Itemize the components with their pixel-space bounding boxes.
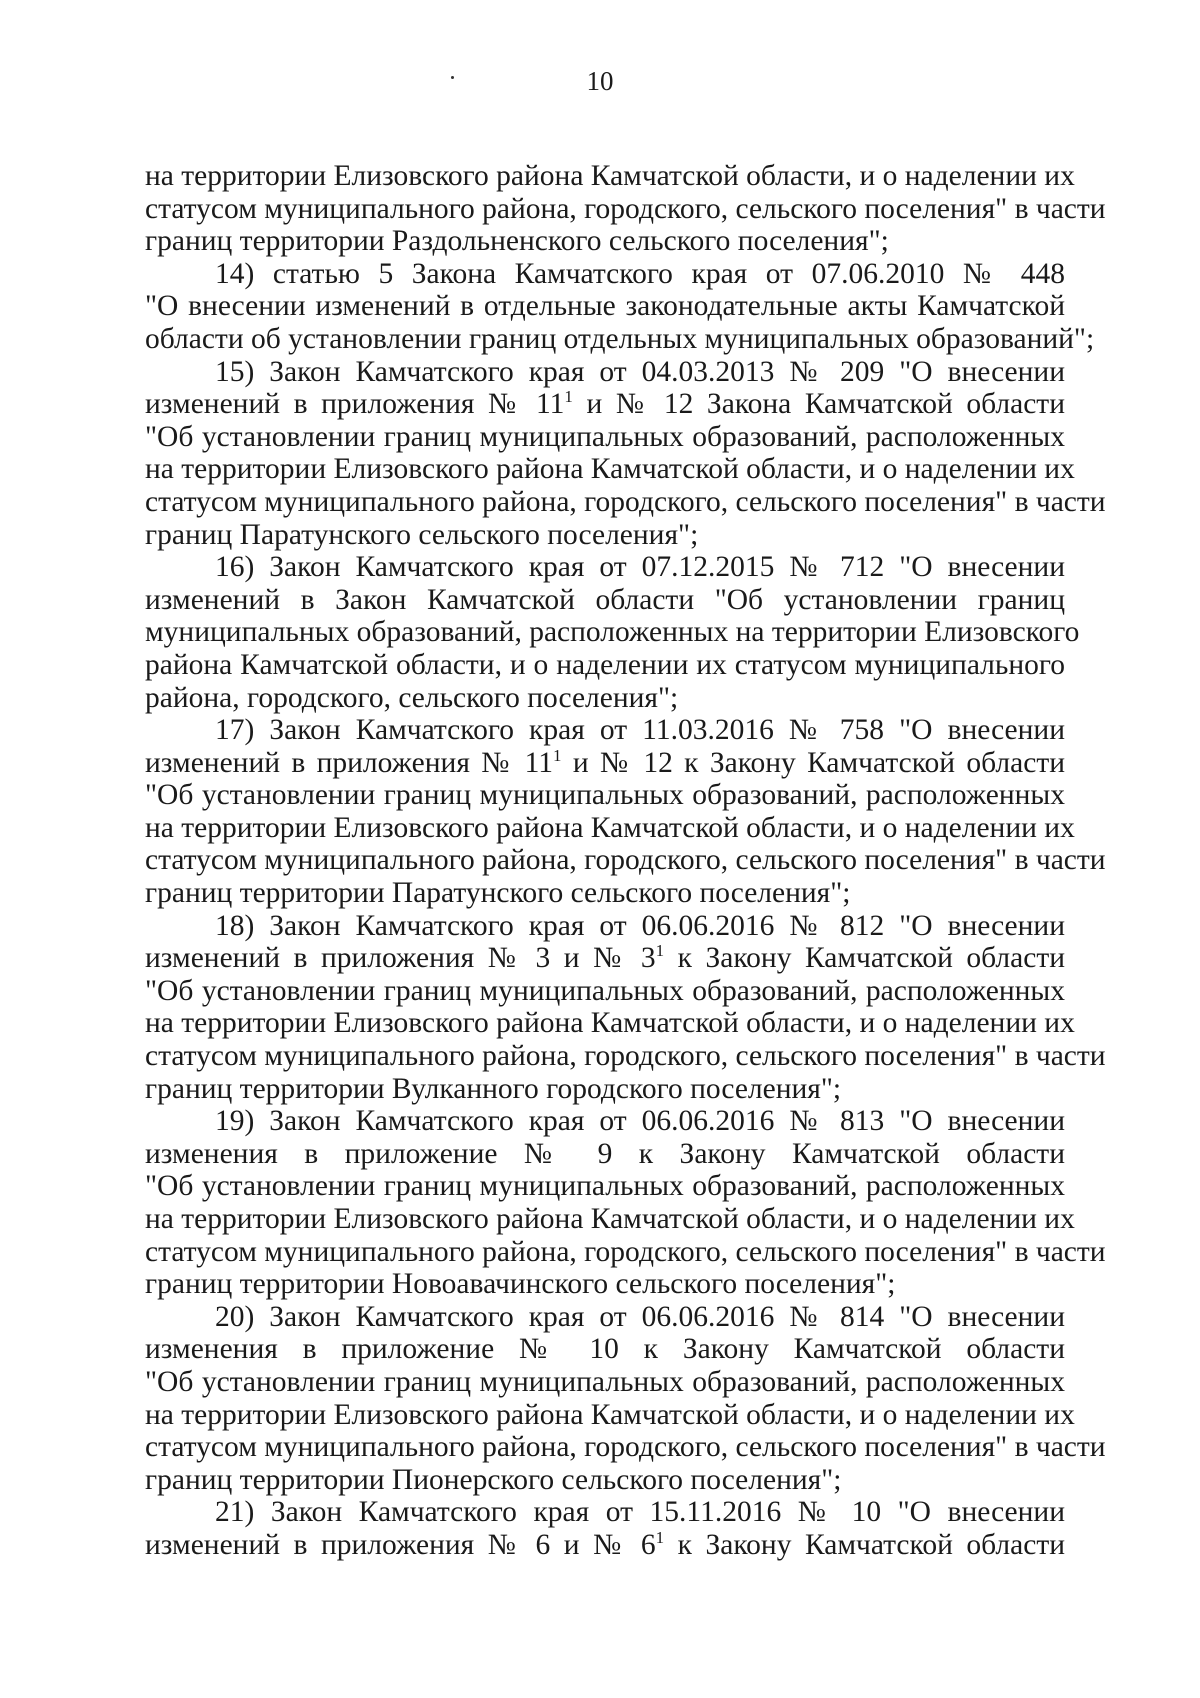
text-line (145, 160, 1075, 193)
text-line-content: 16) Закон Камчатского края от 07.12.2015 № 712 "О внесении (215, 551, 1065, 584)
text-line-content: на территории Елизовского района Камчатской области, и о наделении их (145, 1007, 1075, 1040)
text-line (145, 747, 1065, 780)
text-line-content: статусом муниципального района, городского, сельского поселения" в части (145, 485, 1106, 518)
text-line-content: 21) Закон Камчатского края от 15.11.2016 № 10 "О внесении (215, 1496, 1065, 1529)
text-line (145, 616, 1080, 649)
text-line (145, 453, 1075, 486)
text-line (145, 421, 1065, 454)
text-line-content: 15) Закон Камчатского края от 04.03.2013 № 209 "О внесении (215, 355, 1065, 388)
text-line (145, 519, 1065, 552)
text-line-tail: к Закону Камчатской области (664, 1528, 1065, 1561)
text-line-content: изменений в приложения № 6 и № 6 (145, 1528, 656, 1561)
text-line (145, 584, 1065, 617)
text-line (145, 910, 1065, 943)
text-line-content: на территории Елизовского района Камчатской области, и о наделении их (145, 811, 1075, 844)
text-line (145, 1366, 1065, 1399)
text-line-content: на территории Елизовского района Камчатской области, и о наделении их (145, 453, 1075, 486)
text-line (145, 322, 1095, 356)
text-line-content: на территории Елизовского района Камчатской области, и о наделении их (145, 1398, 1075, 1431)
text-line-content: границ территории Вулканного городского поселения"; (145, 1072, 842, 1105)
text-line-tail: и № 12 к Закону Камчатской области (561, 746, 1065, 779)
text-line (145, 779, 1065, 812)
text-line (145, 551, 1065, 584)
text-line-content: "О внесении изменений в отдельные законодательные акты Камчатской (145, 290, 1065, 323)
text-line-content: изменений в приложения № 3 и № 3 (145, 942, 656, 975)
text-line-content: района, городского, сельского поселения"; (145, 681, 679, 714)
text-line (145, 714, 1065, 747)
text-line (145, 877, 1065, 910)
text-line-content: изменений в приложения № 11 (145, 746, 554, 779)
text-line-content: границ территории Пионерского сельского поселения"; (145, 1463, 842, 1496)
text-line (145, 682, 1065, 715)
text-line-content: статусом муниципального района, городского, сельского поселения" в части (145, 1040, 1106, 1073)
text-line (145, 844, 1106, 877)
superscript: 1 (553, 745, 562, 765)
text-line (145, 1203, 1075, 1236)
text-line-content: области об установлении границ отдельных муниципальных образований"; (145, 322, 1095, 355)
text-line (145, 1040, 1106, 1073)
text-line-content: границ территории Паратунского сельского поселения"; (145, 877, 851, 910)
text-line-content: статусом муниципального района, городского, сельского поселения" в части (145, 1235, 1106, 1268)
text-line-content: "Об установлении границ муниципальных образований, расположенных (145, 974, 1065, 1007)
superscript: 1 (564, 387, 573, 407)
text-line (145, 811, 1075, 845)
text-line-content: изменения в приложение № 10 к Закону Камчатской области (145, 1333, 1065, 1366)
text-line-content: изменений в Закон Камчатской области "Об установлении границ (145, 583, 1065, 616)
text-line-content: статусом муниципального района, городского, сельского поселения" в части (145, 192, 1106, 225)
text-line (145, 1105, 1065, 1138)
text-line-content: 17) Закон Камчатского края от 11.03.2016 № 758 "О внесении (215, 714, 1065, 747)
text-line-tail: к Закону Камчатской области (664, 942, 1065, 975)
scan-speck (451, 76, 454, 79)
text-line (145, 485, 1106, 519)
text-line-content: "Об установлении границ муниципальных образований, расположенных (145, 1365, 1065, 1398)
text-line-content: на территории Елизовского района Камчатской области, и о наделении их (145, 160, 1075, 192)
text-line (145, 1170, 1065, 1203)
text-line (145, 1496, 1065, 1529)
superscript: 1 (655, 1527, 665, 1547)
text-line (145, 975, 1065, 1008)
text-line-content: "Об установлении границ муниципальных образований, расположенных (145, 1170, 1065, 1203)
text-line-content: 14) статью 5 Закона Камчатского края от 07.06.2010 № 448 (215, 257, 1065, 290)
text-line-content: "Об установлении границ муниципальных образований, расположенных (145, 420, 1065, 453)
text-line-content: 19) Закон Камчатского края от 06.06.2016 № 813 "О внесении (215, 1105, 1065, 1138)
text-line-content: "Об установлении границ муниципальных образований, расположенных (145, 779, 1065, 812)
page-number: 10 (586, 66, 614, 96)
text-line (145, 192, 1106, 226)
text-line (145, 1235, 1106, 1269)
text-line (145, 1268, 1065, 1301)
text-line-content: изменения в приложение № 9 к Закону Камчатской области (145, 1137, 1065, 1170)
text-line (145, 1529, 1065, 1562)
text-line-content: границ территории Новоавачинского сельского поселения"; (145, 1268, 896, 1301)
text-line (145, 1464, 1065, 1497)
text-line-content: границ Паратунского сельского поселения"; (145, 518, 699, 551)
text-line (145, 356, 1065, 389)
text-line-content: 20) Закон Камчатского края от 06.06.2016 № 814 "О внесении (215, 1300, 1065, 1333)
text-line (145, 1398, 1075, 1432)
text-line-content: муниципальных образований, расположенных на территории Елизовского (145, 616, 1080, 649)
text-line (145, 942, 1065, 975)
superscript: 1 (655, 941, 665, 961)
text-line-content: на территории Елизовского района Камчатской области, и о наделении их (145, 1203, 1075, 1235)
text-line (145, 649, 1065, 682)
text-line (145, 388, 1065, 421)
text-line (145, 290, 1065, 323)
text-line (145, 1007, 1075, 1040)
text-line (145, 1138, 1065, 1171)
document-body (145, 160, 1106, 1562)
text-line-content: статусом муниципального района, городского, сельского поселения" в части (145, 844, 1106, 877)
text-line (145, 225, 1065, 258)
text-line (145, 1073, 1065, 1106)
text-line-content: границ территории Раздольненского сельского поселения"; (145, 225, 889, 258)
text-line (145, 1301, 1065, 1334)
text-line-content: статусом муниципального района, городского, сельского поселения" в части (145, 1431, 1106, 1464)
text-line (145, 1333, 1065, 1366)
text-line-content: 18) Закон Камчатского края от 06.06.2016 № 812 "О внесении (215, 909, 1065, 942)
text-line-tail: и № 12 Закона Камчатской области (572, 388, 1065, 421)
text-line-content: района Камчатской области, и о наделении их статусом муниципального (145, 648, 1065, 681)
text-line (145, 258, 1065, 291)
text-line-content: изменений в приложения № 11 (145, 388, 565, 421)
text-line (145, 1431, 1106, 1464)
